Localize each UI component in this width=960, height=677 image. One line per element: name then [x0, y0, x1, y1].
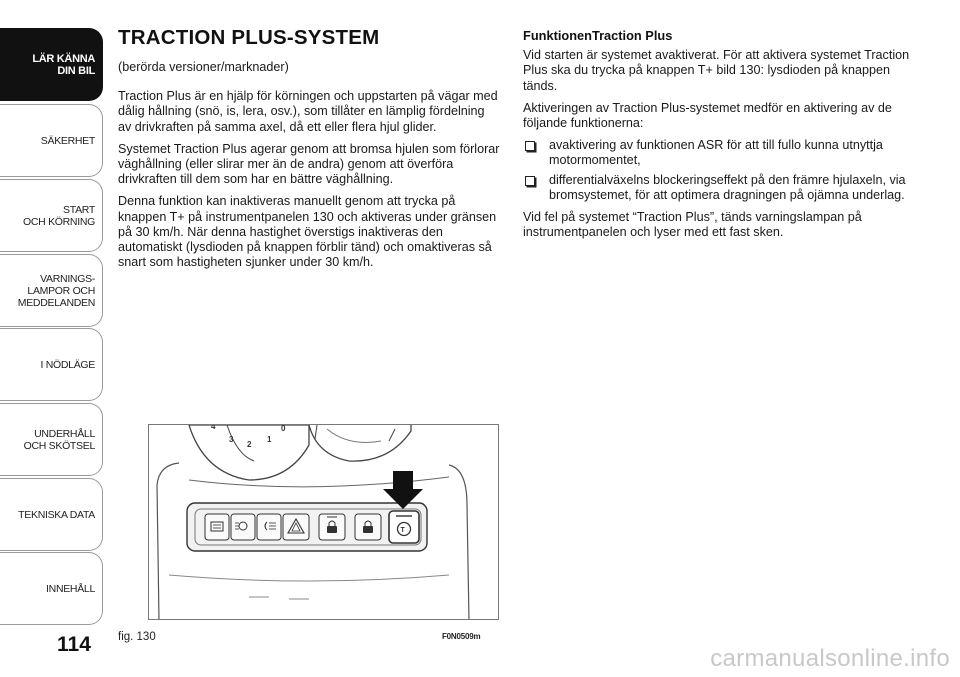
page-number: 114	[57, 633, 91, 656]
tab-underhall[interactable]: UNDERHÅLL OCH SKÖTSEL	[0, 403, 103, 476]
svg-text:T: T	[400, 527, 405, 534]
section-title: TRACTION PLUS-SYSTEM	[118, 26, 380, 49]
list-item	[523, 138, 918, 168]
figure-code: F0N0509m	[442, 632, 481, 641]
list-item-text: avaktivering av funktionen ASR för att till fullo kunna utnyttja motormomentet,	[549, 138, 883, 168]
features-intro-paragraph: Aktiveringen av Traction Plus-systemet medför en aktivering av de följande funktionerna:	[523, 100, 892, 131]
checkbox-bullet-icon	[525, 176, 535, 186]
list-item	[523, 173, 918, 203]
function-paragraph: Systemet Traction Plus agerar genom att bromsa hjulen som förlorar väghållning (eller slirar mer än de andra) genom att överföra drivkraften till dem som har en bättre väghållning.	[118, 141, 500, 187]
tab-start-och-korning[interactable]: START OCH KÖRNING	[0, 179, 103, 252]
chapter-sidebar	[0, 0, 104, 677]
gauge-number-1: 1	[267, 435, 272, 444]
deactivation-paragraph: Denna funktion kan inaktiveras manuellt genom att trycka på knappen T+ på instrumentpanelen 130 och aktiveras under gränsen på 30 km/h. När denna hastighet överstigs inaktiveras den automatiskt (lysdioden på knappen förblir tänd) och omaktiveras så snart som hastigheten sjunker under 30 km/h.	[118, 194, 497, 270]
gauge-number-4: 4	[211, 425, 216, 431]
tab-innehall[interactable]: INNEHÅLL	[0, 552, 103, 625]
dashboard-figure	[148, 424, 499, 620]
tab-sakerhet[interactable]: SÄKERHET	[0, 104, 103, 177]
section-subtitle: (berörda versioner/marknader)	[118, 60, 289, 74]
watermark: carmanualsonline.info	[710, 645, 950, 672]
checkbox-bullet-icon	[525, 141, 535, 151]
left-column	[118, 26, 500, 277]
intro-paragraph: Traction Plus är en hjälp för körningen och uppstarten på vägar med dålig hållning (snö, is, lera, osv.), som tillåter en lämplig fördelning av drivkraften på samma axel, då ett eller flera hjul glider.	[118, 89, 498, 134]
tab-i-nodlage[interactable]: I NÖDLÄGE	[0, 328, 103, 401]
right-column	[523, 28, 918, 247]
feature-list	[523, 138, 918, 203]
dashboard-illustration	[149, 425, 499, 620]
activation-paragraph: Vid starten är systemet avaktiverat. För att aktivera systemet Traction Plus ska du trycka på knappen T+ bild 130: lysdioden på knappen tänds.	[523, 48, 910, 93]
gauge-number-3: 3	[229, 435, 234, 444]
figure-caption: fig. 130	[118, 631, 156, 643]
gauge-number-0: 0	[281, 425, 286, 433]
tab-tekniska-data[interactable]: TEKNISKA DATA	[0, 478, 103, 551]
tab-lar-kanna-din-bil[interactable]: LÄR KÄNNA DIN BIL	[0, 28, 103, 101]
function-heading: FunktionenTraction Plus	[523, 28, 673, 43]
tab-varningslampor[interactable]: VARNINGS- LAMPOR OCH MEDDELANDEN	[0, 254, 103, 327]
failure-paragraph: Vid fel på systemet “Traction Plus”, tänds varningslampan på instrumentpanelen och lyser med ett fast sken.	[523, 210, 862, 240]
list-item-text: differentialväxelns blockeringseffekt på den främre hjulaxeln, via bromsystemet, för att optimera dragningen på ojämna underlag.	[549, 172, 906, 202]
gauge-number-2: 2	[247, 440, 252, 449]
